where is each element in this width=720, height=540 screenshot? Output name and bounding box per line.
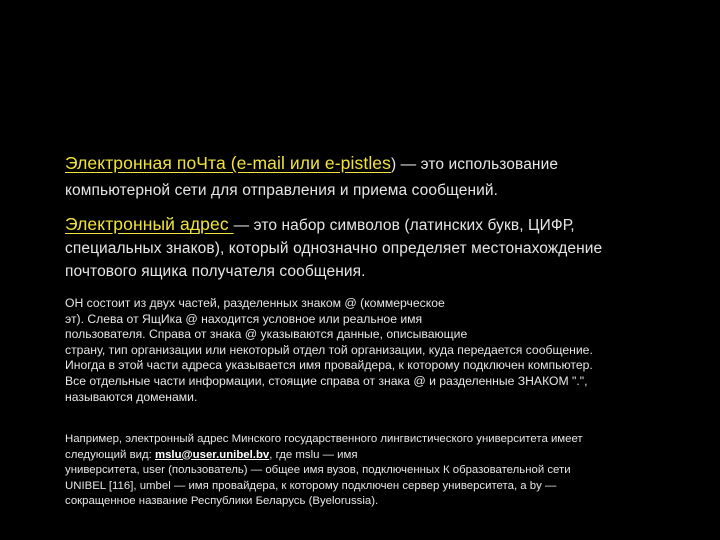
address-structure-paragraph (65, 296, 593, 405)
email-term: Электронная поЧта (e-mail или e-pistles (65, 153, 391, 173)
structure-line: ОН состоит из двух частей, разделенных знаком @ (коммерческое (65, 296, 445, 310)
example-line: университета, user (пользователь) — общее имя вузов, подключенных К образовательной сети (65, 464, 571, 477)
structure-line: Иногда в этой части адреса указывается имя провайдера, к которому подключен компьютер. (65, 358, 593, 373)
example-suffix: , где mslu — имя (269, 448, 358, 461)
structure-line: пользователя. Справа от знака @ указываются данные, описывающие (65, 327, 468, 342)
address-definition-line2: специальных знаков), который однозначно определяет местонахождение (65, 240, 603, 257)
address-definition-rest: — это набор символов (латинских букв, ЦИФР, (233, 217, 575, 234)
example-line (65, 448, 583, 464)
email-definition-line2: компьютерной сети для отправления и приема сообщений. (65, 182, 499, 199)
example-line: сокращенное название Республики Беларусь (Byelorussia). (65, 495, 379, 508)
address-definition (65, 213, 602, 283)
address-definition-line1 (65, 213, 602, 237)
structure-line: эт). Слева от ЯщИка @ находится условное или реальное имя (65, 311, 423, 326)
structure-line: называются доменами. (65, 389, 198, 404)
example-paragraph (65, 432, 583, 510)
email-definition-rest: ) — это использование (390, 156, 559, 173)
address-definition-line3: почтового ящика получателя сообщения. (65, 263, 366, 280)
example-line: Например, электронный адрес Минского государственного лингвистического университета имеет (65, 433, 583, 445)
structure-line: страну, тип организации или некоторый отдел той организации, куда передается сообщение. (65, 342, 593, 357)
email-definition-line1 (65, 150, 558, 178)
example-line: UNIBEL [116], umbel — имя провайдера, к которому подключен сервер университета, а by — (65, 479, 557, 492)
email-definition (65, 150, 558, 204)
structure-line: Все отдельные части информации, стоящие справа от знака @ и разделенные ЗНАКОМ ".", (65, 373, 588, 388)
address-term: Электронный адрес (65, 214, 234, 234)
example-email-address: mslu@user.unibel.bv (154, 448, 270, 461)
example-prefix: следующий вид: (65, 448, 155, 461)
